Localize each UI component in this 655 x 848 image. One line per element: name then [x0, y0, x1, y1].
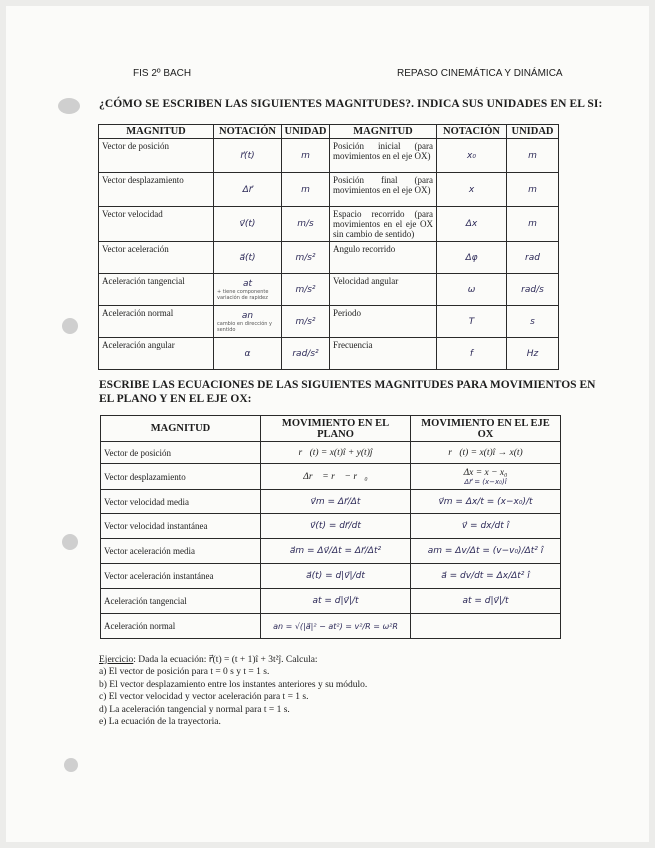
worksheet-page [6, 6, 649, 842]
notation-cell: f [437, 338, 507, 370]
magnitude-cell: Frecuencia [330, 338, 437, 370]
notation-cell: v⃗(t) [214, 207, 282, 242]
table-row [99, 274, 559, 306]
equations-table [100, 415, 561, 639]
magnitude-cell: Aceleración tangencial [101, 589, 261, 614]
notation-cell: Δr⃗ [214, 173, 282, 207]
units-table [98, 124, 559, 370]
unit-cell: Hz [507, 338, 559, 370]
column-header: NOTACIÓN [437, 125, 507, 139]
exercise-label: Ejercicio [99, 655, 134, 665]
table-header-row [99, 125, 559, 139]
header-topic: REPASO CINEMÁTICA Y DINÁMICA [397, 68, 563, 79]
unit-cell: m [507, 173, 559, 207]
notation-cell: ω [437, 274, 507, 306]
column-header: NOTACIÓN [214, 125, 282, 139]
punch-hole [62, 534, 78, 550]
table-row [101, 464, 561, 490]
ox-equation-cell: at = d|v⃗|/t [411, 589, 561, 614]
column-header: MAGNITUD [99, 125, 214, 139]
table-row [99, 338, 559, 370]
unit-cell: m/s² [282, 242, 330, 274]
column-header: MAGNITUD [101, 416, 261, 442]
ox-equation-cell: a⃗ = dv/dt = Δx/Δt² î [411, 564, 561, 589]
table-row [99, 173, 559, 207]
notation-cell: r⃗(t) [214, 139, 282, 173]
unit-cell: m/s² [282, 274, 330, 306]
magnitude-cell: Vector aceleración instantánea [101, 564, 261, 589]
exercise-item: b) El vector desplazamiento entre los instantes anteriores y su módulo. [99, 679, 368, 690]
column-header: MOVIMIENTO EN EL PLANO [261, 416, 411, 442]
header-course: FIS 2º BACH [133, 68, 192, 79]
table-row [99, 242, 559, 274]
section1-title: ¿CÓMO SE ESCRIBEN LAS SIGUIENTES MAGNITUDES?. INDICA SUS UNIDADES EN EL SI: [99, 98, 603, 110]
column-header: UNIDAD [507, 125, 559, 139]
table-row [101, 490, 561, 514]
magnitude-cell: Aceleración tangencial [99, 274, 214, 306]
magnitude-cell: Posición inicial (para movimientos en el eje OX) [330, 139, 437, 173]
plane-equation-cell: a⃗(t) = d|v⃗|/dt [261, 564, 411, 589]
ox-equation-cell: v⃗ = dx/dt î [411, 514, 561, 539]
table-row [101, 614, 561, 639]
plane-equation-cell: r⃗(t) = x(t)î + y(t)ĵ [261, 442, 411, 464]
unit-cell: m/s [282, 207, 330, 242]
table-row [99, 306, 559, 338]
unit-cell: m [282, 173, 330, 207]
notation-cell: Δx [437, 207, 507, 242]
section2-title: ESCRIBE LAS ECUACIONES DE LAS SIGUIENTES MAGNITUDES PARA MOVIMIENTOS EN EL PLANO Y EN EL EJE OX: [99, 379, 596, 405]
table-row [99, 139, 559, 173]
exercise-item: a) El vector de posición para t = 0 s y t = 1 s. [99, 667, 270, 678]
exercise-item: e) La ecuación de la trayectoria. [99, 717, 221, 728]
notation-cell: Δφ [437, 242, 507, 274]
magnitude-cell: Aceleración angular [99, 338, 214, 370]
magnitude-cell: Posición final (para movimientos en el eje OX) [330, 173, 437, 207]
ox-equation-cell: v⃗m = Δx/t = (x−x₀)/t [411, 490, 561, 514]
magnitude-cell: Velocidad angular [330, 274, 437, 306]
plane-equation-cell: at = d|v⃗|/t [261, 589, 411, 614]
ox-equation-cell [411, 614, 561, 639]
table-row [99, 207, 559, 242]
unit-cell: s [507, 306, 559, 338]
unit-cell: m [507, 207, 559, 242]
table-row [101, 564, 561, 589]
magnitude-cell: Aceleración normal [101, 614, 261, 639]
notation-cell: T [437, 306, 507, 338]
exercise-item: c) El vector velocidad y vector aceleración para t = 1 s. [99, 692, 309, 703]
notation-cell [214, 274, 282, 306]
punch-hole [64, 758, 78, 772]
ox-equation: Δx = x − x₀ [463, 467, 508, 478]
unit-cell: rad [507, 242, 559, 274]
exercise-intro: : Dada la ecuación: r⃗(t) = (t + 1)î + 3t²ĵ. Calcula: [133, 655, 318, 665]
column-header: MOVIMIENTO EN EL EJE OX [411, 416, 561, 442]
unit-cell: rad/s [507, 274, 559, 306]
table-row [101, 539, 561, 564]
table-row [101, 589, 561, 614]
unit-cell: rad/s² [282, 338, 330, 370]
plane-equation-cell: v⃗m = Δr⃗/Δt [261, 490, 411, 514]
unit-cell: m [507, 139, 559, 173]
exercise-item: d) La aceleración tangencial y normal para t = 1 s. [99, 704, 290, 715]
table-row [101, 514, 561, 539]
magnitude-cell: Vector de posición [99, 139, 214, 173]
magnitude-cell: Vector aceleración [99, 242, 214, 274]
plane-equation-cell: a⃗m = Δv⃗/Δt = Δr⃗/Δt² [261, 539, 411, 564]
notation-cell: x [437, 173, 507, 207]
magnitude-cell: Vector aceleración media [101, 539, 261, 564]
table-row [101, 442, 561, 464]
ox-equation-cell: am = Δv/Δt = (v−v₀)/Δt² î [411, 539, 561, 564]
notation-value: an [241, 310, 254, 321]
magnitude-cell: Periodo [330, 306, 437, 338]
plane-equation-cell: an = √(|a⃗|² − at²) = v²/R = ω²R [261, 614, 411, 639]
table-header-row [101, 416, 561, 442]
exercise-statement [99, 654, 367, 666]
punch-hole [58, 98, 80, 114]
column-header: UNIDAD [282, 125, 330, 139]
exercise-block [99, 654, 367, 728]
ox-equation-cell [411, 464, 561, 490]
magnitude-cell: Vector desplazamiento [99, 173, 214, 207]
handwritten-equation: Δr⃗ = (x−x₀)î [464, 477, 507, 486]
notation-value: at [242, 278, 253, 289]
notation-cell: α [214, 338, 282, 370]
notation-cell: x₀ [437, 139, 507, 173]
plane-equation-cell: v⃗(t) = dr⃗/dt [261, 514, 411, 539]
magnitude-cell: Aceleración normal [99, 306, 214, 338]
magnitude-cell: Vector de posición [101, 442, 261, 464]
column-header: MAGNITUD [330, 125, 437, 139]
magnitude-cell: Vector velocidad instantánea [101, 514, 261, 539]
punch-hole [62, 318, 78, 334]
unit-cell: m/s² [282, 306, 330, 338]
handwritten-note: + tiene componente variación de rapidez [217, 288, 269, 301]
magnitude-cell: Espacio recorrido (para movimientos en el eje OX sin cambio de sentido) [330, 207, 437, 242]
handwritten-note: cambio en dirección y sentido [217, 320, 272, 333]
magnitude-cell: Vector desplazamiento [101, 464, 261, 490]
magnitude-cell: Vector velocidad media [101, 490, 261, 514]
notation-cell [214, 306, 282, 338]
unit-cell: m [282, 139, 330, 173]
magnitude-cell: Vector velocidad [99, 207, 214, 242]
notation-cell: a⃗(t) [214, 242, 282, 274]
plane-equation-cell: Δr⃗ = r⃗ − r⃗₀ [261, 464, 411, 490]
ox-equation-cell: r⃗(t) = x(t)î → x(t) [411, 442, 561, 464]
magnitude-cell: Angulo recorrido [330, 242, 437, 274]
